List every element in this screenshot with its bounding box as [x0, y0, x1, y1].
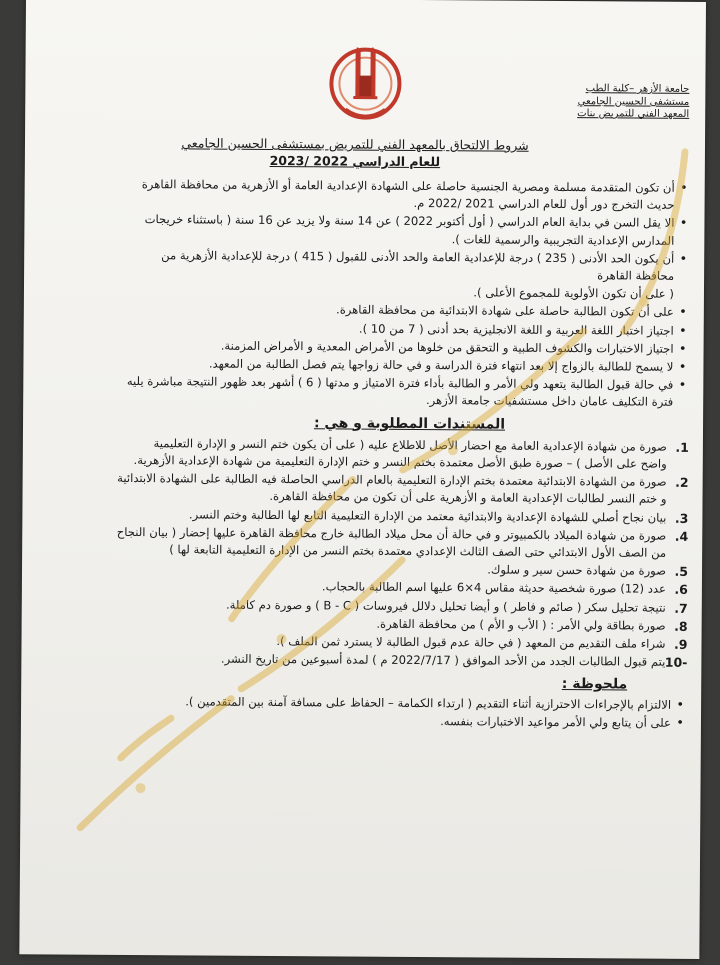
document-item: 9. شراء ملف التقديم من المعهد ( في حالة عدم قبول الطالبة لا يسترد ثمن الملف ).: [276, 634, 688, 652]
condition-item: • في حالة قبول الطالبة يتعهد ولي الأمر و الطالبة بأداء فترة الامتياز و مدتها ( 6 ) أشهر بعد ظهور النتيجة مباشرة يليه فترة التكليف عامان داخل مستشفيات جامعة الأزهر.: [47, 373, 673, 412]
notes-list: [45, 692, 687, 732]
documents-heading: المستندات المطلوبة و هي :: [313, 414, 506, 433]
note-item: • الالتزام بالإجراءات الاحترازية أثناء التقديم ( ارتداء الكمامة – الحفاظ على مسافة آمنة بين المتقدمين ).: [45, 692, 671, 714]
document-item: 1. صورة من شهادة الإعدادية العامة مع احضار الأصل للاطلاع عليه ( على أن يكون ختم النسر و الإدارة التعليمية واضح على الأصل ) – صورة طبق الأصل معتمدة بختم النسر و ختم الإدارة التعليمية من شهادة الإعدادية الأزهرية.: [133, 435, 689, 471]
university-logo: [325, 39, 406, 128]
document-item: -10 يتم قبول الطالبات الجدد من الأحد الموافق ( 2022/7/17 م ) لمدة أسبوعين من تاريخ النشر.: [220, 651, 688, 671]
document-item: 6. عدد (12) صورة شخصية حديثة مقاس 4×6 عليها اسم الطالبة بالحجاب.: [321, 579, 688, 598]
conditions-list: [47, 175, 691, 411]
header-line-university: جامعة الأزهر –كلية الطب: [585, 83, 690, 95]
header-line-hospital: مستشفى الحسين الجامعي: [577, 95, 690, 108]
condition-item: • اجتياز اختبار اللغة العربية و اللغة الانجليزية بحد أدنى ( 7 من 10 ).: [48, 318, 674, 340]
documents-list: [45, 434, 689, 671]
document-item: 5. صورة من شهادة حسن سير و سلوك.: [487, 562, 689, 580]
document-item: 4. صورة من شهادة الميلاد بالكمبيوتر و في حالة أن محل ميلاد الطالبة خارج محافظة القاهرة عليها إحضار ( بيان النجاح من الصف الأول الابتدائي حتى الصف الثالث الإعدادي معتمدة بختم النسر من الإدارة التعليمية التابعة لها ): [116, 524, 689, 560]
document-page: [19, 0, 706, 959]
document-body: [45, 175, 691, 733]
document-title: [115, 134, 595, 171]
condition-note: ( على أن تكون الأولوية للمجموع الأعلى ).: [473, 285, 675, 302]
note-item: • على أن يتابع ولي الأمر مواعيد الاختبارات بنفسه.: [45, 710, 671, 732]
document-item: 8. صورة بطاقة ولي الأمر : ( الأب و الأم ) من محافظة القاهرة.: [376, 616, 688, 634]
notes-heading: ملحوظة :: [561, 676, 628, 693]
condition-item: • الا يقل السن في بداية العام الدراسي ( أول أكتوبر 2022 ) عن 14 سنة ولا يزيد عن 16 سنة ( باستثناء خريجات المدارس الإعدادية التجريبية والرسمية للغات ).: [48, 211, 674, 250]
condition-item: • على أن تكون الطالبة حاصلة على شهادة الابتدائية من محافظة القاهرة.: [48, 300, 674, 322]
condition-item: • لا يسمح للطالبة بالزواج إلا بعد انتهاء فترة الدراسة و في حالة زواجها يتم فصل الطالبة من المعهد.: [47, 354, 673, 376]
condition-item: • أن يكون الحد الأدنى ( 235 ) درجة للإعدادية العامة والحد الأدنى للقبول ( 415 ) درجة للإعدادية الأزهرية من محافظة القاهرة: [48, 246, 674, 285]
title-year: للعام الدراسي 2022 /2023: [269, 152, 441, 170]
institution-header: [539, 83, 689, 122]
condition-item: • أن تكون المتقدمة مسلمة ومصرية الجنسية حاصلة على الشهادة الإعدادية العامة أو الأزهرية من محافظة القاهرة حديث التخرج دور أول للعام الدراسي 2021 /2022 م.: [49, 175, 675, 214]
header-line-institute: المعهد الفني للتمريض بنات: [577, 108, 690, 120]
document-item: 2. صورة من الشهادة الابتدائية معتمدة بختم الإدارة التعليمية بالعام الدراسي الحاصلة فيه الطالبة على الشهادة الابتدائية و ختم النسر لطالبات الإعدادية العامة و الأزهرية على أن تكون من محافظة القاهرة.: [117, 471, 689, 507]
title-line: شروط الالتحاق بالمعهد الفني للتمريض بمستشفى الحسين الجامعي: [181, 135, 529, 153]
condition-item: • اجتياز الاختبارات والكشوف الطبية و التحقق من خلوها من الأمراض المعدية و الأمراض المزمنة.: [48, 336, 674, 358]
document-item: 3. بيان نجاح أصلي للشهادة الإعدادية والابتدائية معتمد من الإدارة التعليمية التابع لها الطالبة وختم النسر.: [188, 507, 689, 526]
document-item: 7. نتيجة تحليل سكر ( صائم و فاطر ) و أيضا تحليل دلالل فيروسات ( B - C ) و صورة دم كاملة.: [225, 597, 688, 616]
